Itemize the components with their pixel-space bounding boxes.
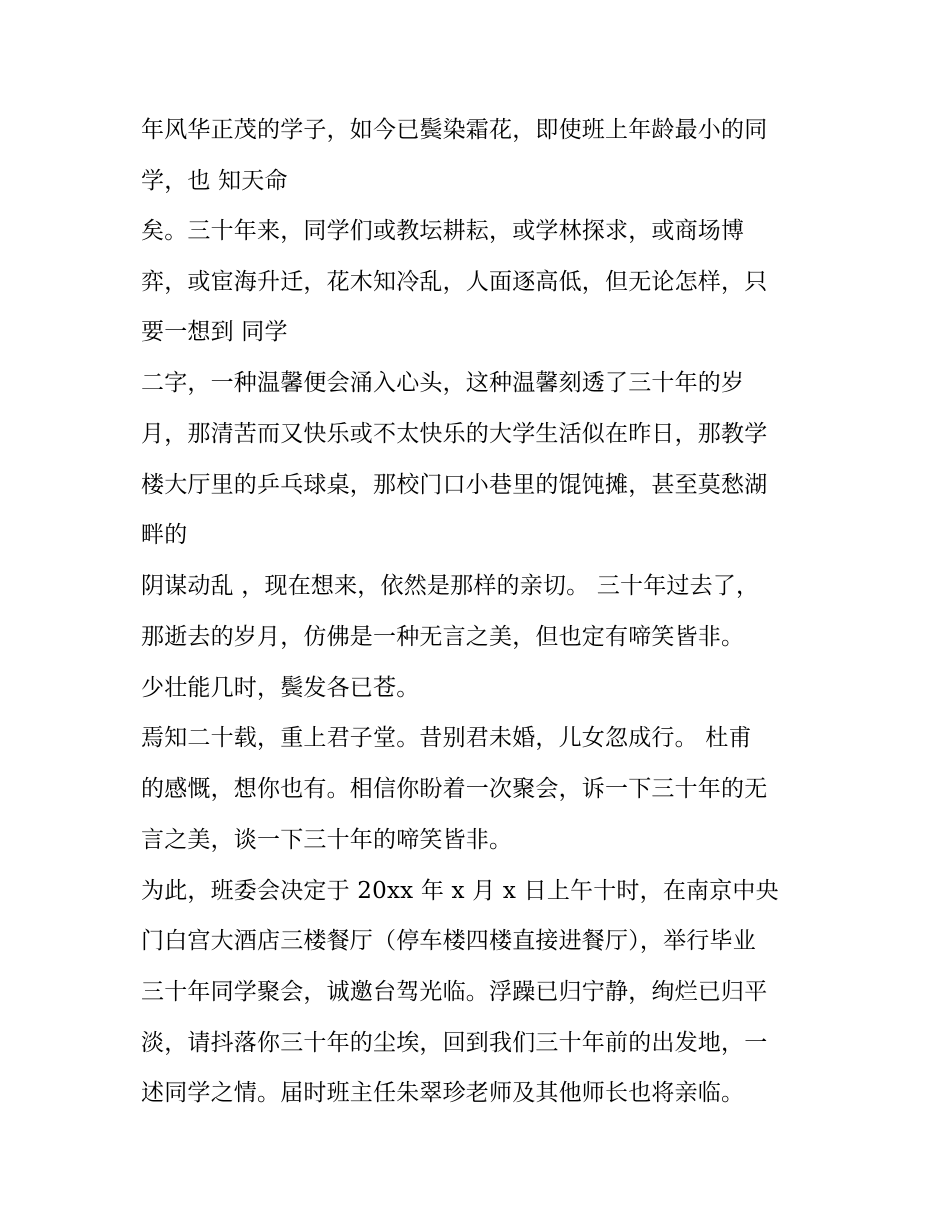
text-line: 三十年同学聚会，诚邀台驾光临。浮躁已归宁静，绚烂已归平 [141, 979, 768, 1005]
text-line: 淡，请抖落你三十年的尘埃，回到我们三十年前的出发地，一 [141, 1030, 768, 1056]
text-line: 门白宫大酒店三楼餐厅（停车楼四楼直接进餐厅），举行毕业 [141, 928, 756, 954]
text-line: 二字，一种温馨便会涌入心头，这种温馨刻透了三十年的岁 [141, 370, 745, 396]
text-line: 畔的 [141, 522, 188, 548]
text-line: 述同学之情。届时班主任朱翠珍老师及其他师长也将亲临。 [141, 1080, 745, 1106]
text-line: 矣。三十年来，同学们或教坛耕耘，或学林探求，或商场博 [141, 218, 745, 244]
text-line: 阴谋动乱 ，现在想来，依然是那样的亲切。 三十年过去了， [141, 573, 760, 599]
text-line: 月，那清苦而又快乐或不太快乐的大学生活似在昨日，那教学 [141, 421, 768, 447]
text-line: 为此，班委会决定于 20xx 年 x 月 x 日上午十时，在南京中央 [141, 878, 779, 904]
text-line: 的感慨，想你也有。相信你盼着一次聚会，诉一下三十年的无 [141, 776, 768, 802]
text-line: 年风华正茂的学子，如今已鬓染霜花，即使班上年龄最小的同 [141, 117, 768, 143]
text-line: 学，也 知天命 [141, 168, 288, 194]
text-line: 少壮能几时，鬓发各已苍。 [141, 675, 420, 701]
text-line: 焉知二十载，重上君子堂。昔别君未婚，儿女忽成行。 杜甫 [141, 725, 752, 751]
text-line: 要一想到 同学 [141, 319, 288, 345]
text-line: 那逝去的岁月，仿佛是一种无言之美，但也定有啼笑皆非。 [141, 624, 745, 650]
text-line: 言之美，谈一下三十年的啼笑皆非。 [141, 827, 513, 853]
text-line: 楼大厅里的乒乓球桌，那校门口小巷里的馄饨摊，甚至莫愁湖 [141, 472, 768, 498]
text-line: 弈，或宦海升迁，花木知冷乱，人面逐高低，但无论怎样，只 [141, 269, 768, 295]
